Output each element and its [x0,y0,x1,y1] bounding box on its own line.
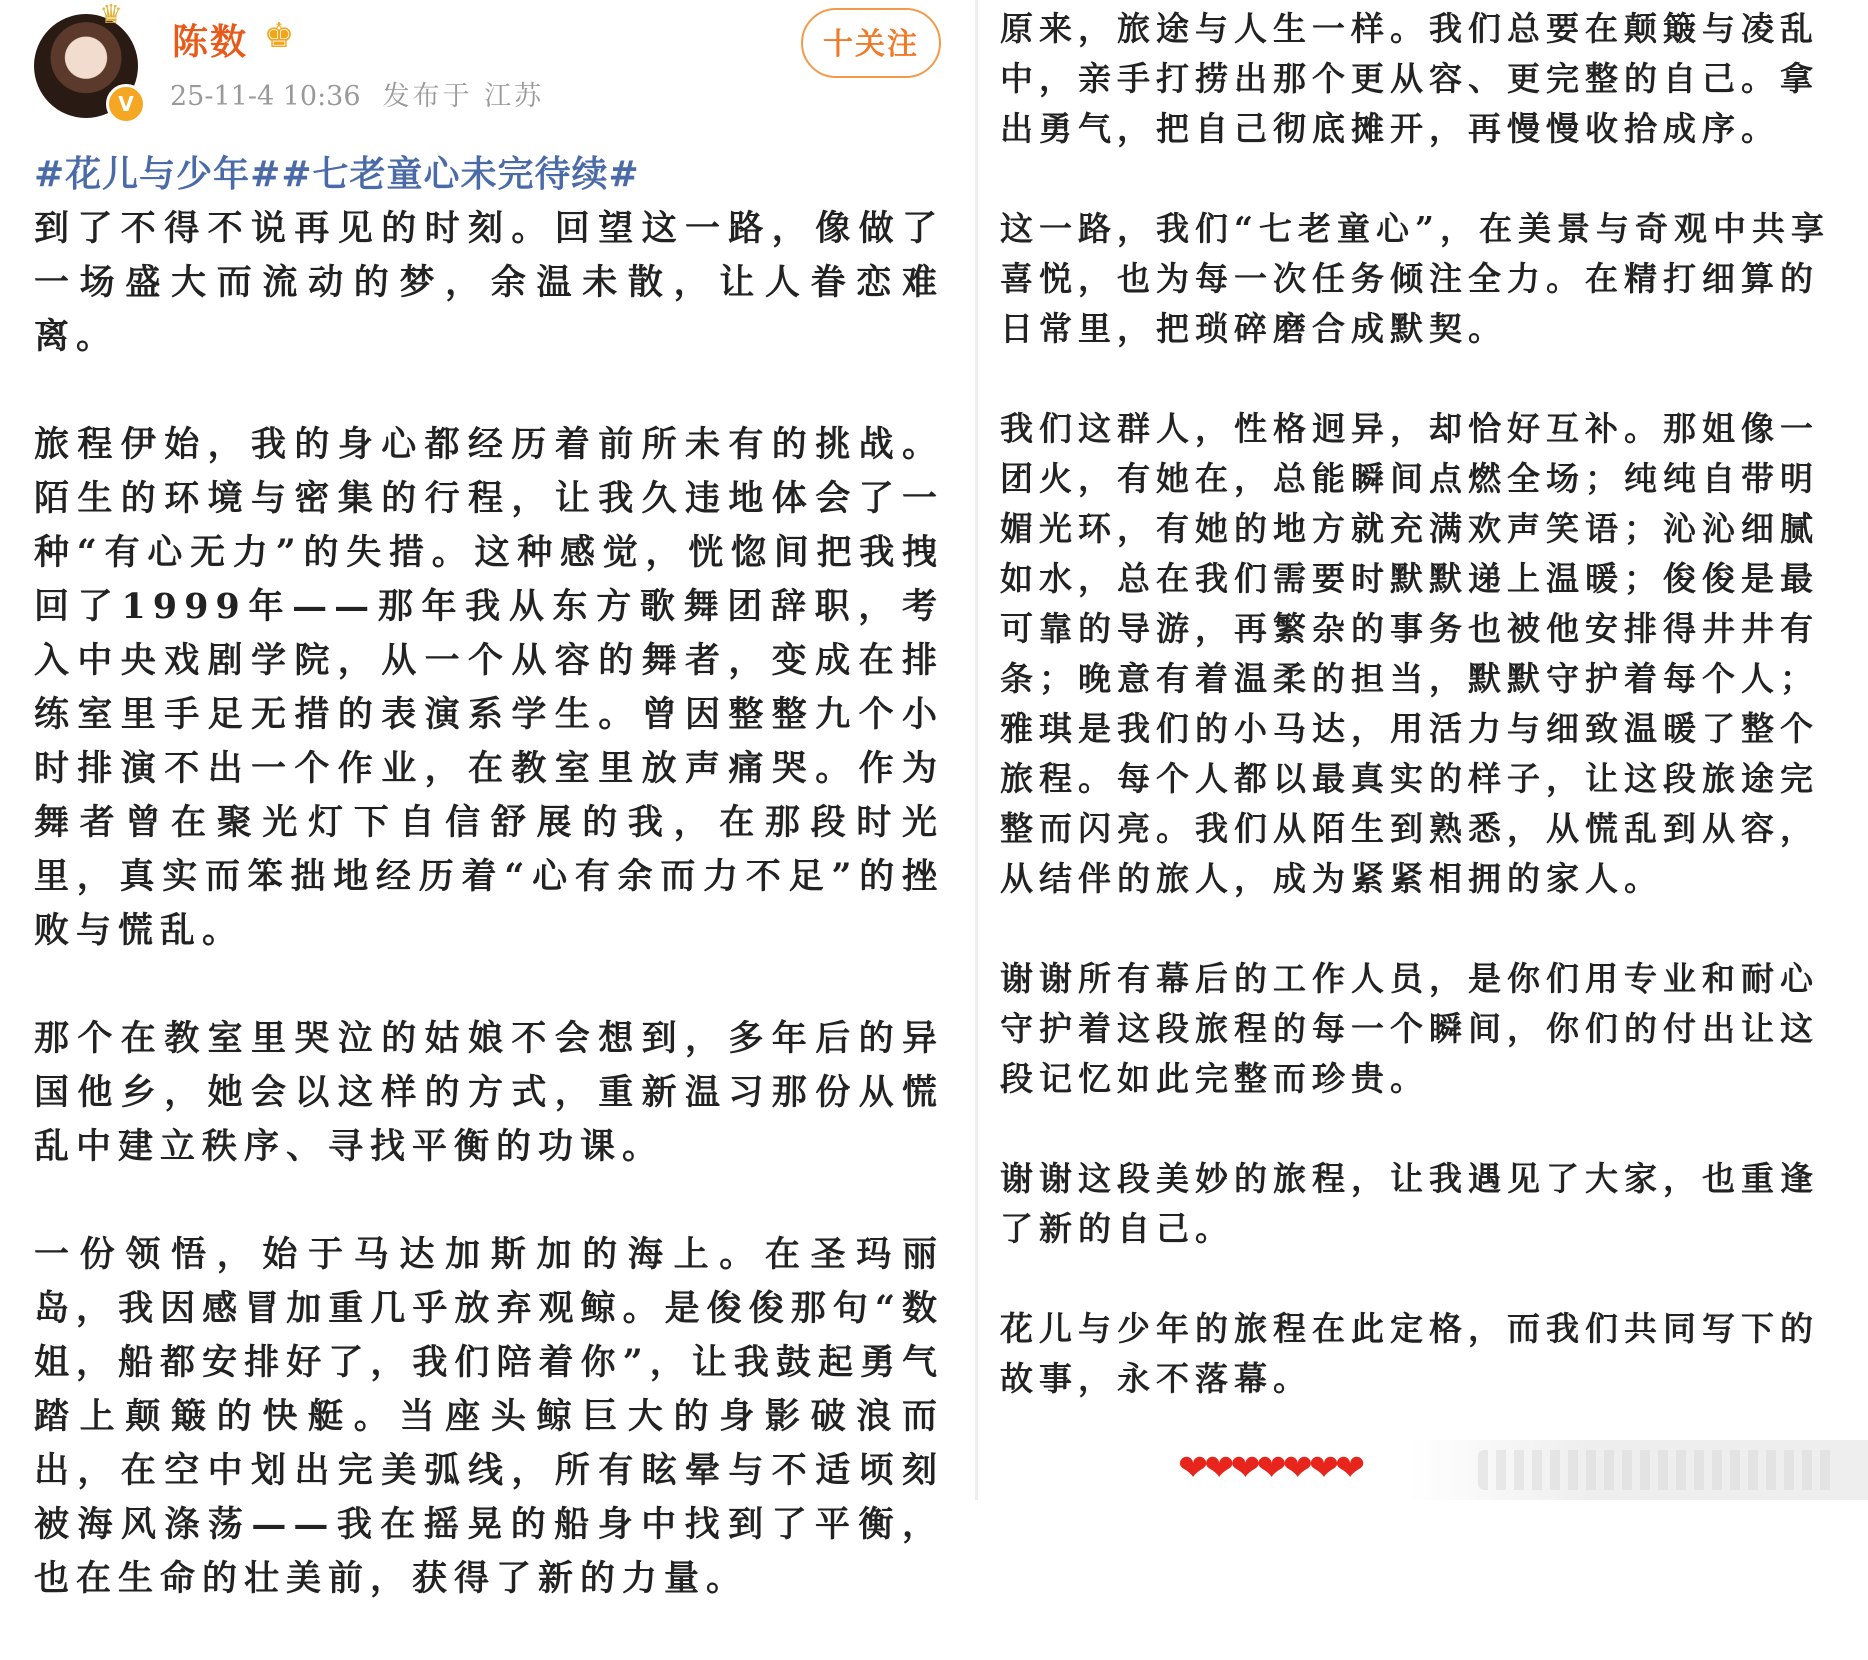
paragraph: 到了不得不说再见的时刻。回望这一路，像做了一场盛大而流动的梦，余温未散，让人眷恋难离。 [34,208,944,357]
paragraph: 旅程伊始，我的身心都经历着前所未有的挑战。陌生的环境与密集的行程，让我久违地体会了一种“有心无力”的失措。这种感觉，恍惚间把我拽回了1999年——那年我从东方歌舞团辞职，考入中央戏剧学院，从一个从容的舞者，变成在排练室里手足无措的表演系学生。曾因整整九个小时排演不出一个作业，在教室里放声痛哭。作为舞者曾在聚光灯下自信舒展的我，在那段时光里，真实而笨拙地经历着“心有余而力不足”的挫败与慌乱。 [34,424,944,951]
paragraph: 谢谢所有幕后的工作人员，是你们用专业和耐心守护着这段旅程的每一个瞬间，你们的付出让这段记忆如此完整而珍贵。 [1000,959,1819,1098]
heart-emoji-row: ❤❤❤❤❤❤❤ [1178,1448,1362,1489]
paragraph: 原来，旅途与人生一样。我们总要在颠簸与凌乱中，亲手打捞出那个更从容、更完整的自己。拿出勇气，把自己彻底摊开，再慢慢收拾成序。 [1000,9,1819,148]
paragraph: 花儿与少年的旅程在此定格，而我们共同写下的故事，永不落幕。 [1000,1309,1819,1398]
post-location: 发布于 江苏 [382,81,545,112]
paragraph: 谢谢这段美妙的旅程，让我遇见了大家，也重逢了新的自己。 [1000,1159,1819,1248]
paragraph: 那个在教室里哭泣的姑娘不会想到，多年后的异国他乡，她会以这样的方式，重新温习那份从慌乱中建立秩序、寻找平衡的功课。 [34,1018,944,1167]
author-name[interactable]: 陈数 [172,21,249,63]
more-indicator [1478,1450,1838,1490]
verified-v-icon: V [106,84,146,124]
vip-crown-icon[interactable]: ♚ [263,16,295,56]
paragraph: 一份领悟，始于马达加斯加的海上。在圣玛丽岛，我因感冒加重几乎放弃观鲸。是俊俊那句“数姐，船都安排好了，我们陪着你”，让我鼓起勇气踏上颠簸的快艇。当座头鲸巨大的身影破浪而出，在空中划出完美弧线，所有眩晕与不适顷刻被海风涤荡——我在摇晃的船身中找到了平衡，也在生命的壮美前，获得了新的力量。 [34,1234,944,1599]
post-body-left [34,202,944,1660]
post-body-right [1000,4,1850,1454]
follow-button[interactable]: 十关注 [801,8,941,78]
avatar-pendant-icon: ♛ [99,0,123,30]
paragraph: 这一路，我们“七老童心”，在美景与奇观中共享喜悦，也为每一次任务倾注全力。在精打细算的日常里，把琐碎磨合成默契。 [1000,209,1830,348]
post-timestamp: 25-11-4 10:36 [170,81,361,112]
paragraph: 我们这群人，性格迥异，却恰好互补。那姐像一团火，有她在，总能瞬间点燃全场；纯纯自带明媚光环，有她的地方就充满欢声笑语；沁沁细腻如水，总在我们需要时默默递上温暖；俊俊是最可靠的导游，再繁杂的事务也被他安排得井井有条；晚意有着温柔的担当，默默守护着每个人；雅琪是我们的小马达，用活力与细致温暖了整个旅程。每个人都以最真实的样子，让这段旅途完整而闪亮。我们从陌生到熟悉，从慌乱到从容，从结伴的旅人，成为紧紧相拥的家人。 [1000,409,1819,898]
hashtag-links[interactable]: #花儿与少年##七老童心未完待续# [34,154,640,195]
right-screenshot [978,0,1868,1500]
post-meta [170,74,544,113]
